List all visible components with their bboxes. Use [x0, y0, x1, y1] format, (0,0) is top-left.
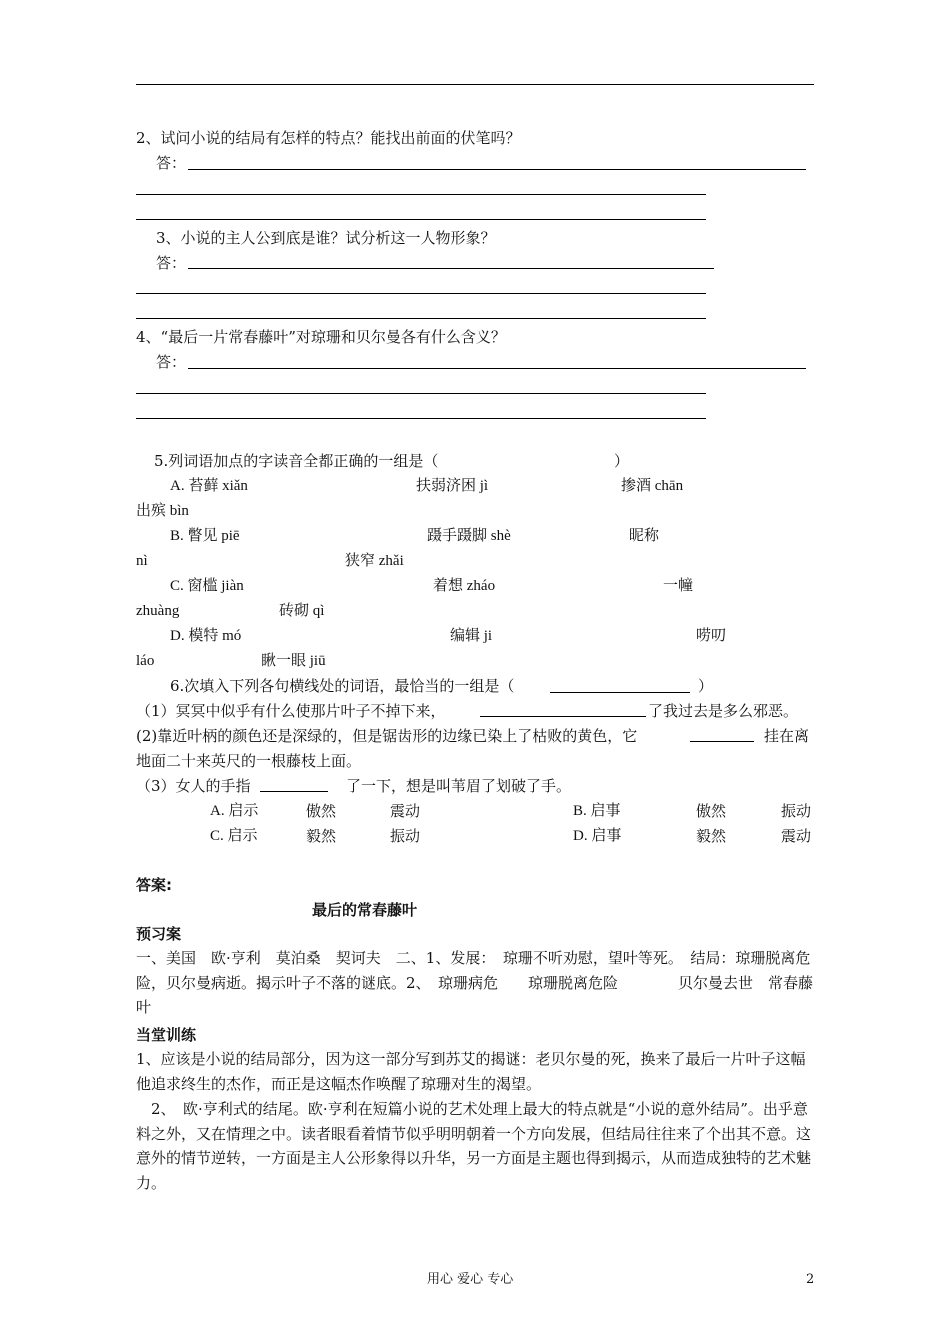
q6-option-a: A. 启示 [210, 803, 259, 819]
question-4: 4、“最后一片常春藤叶”对琼珊和贝尔曼各有什么含义？ [136, 328, 506, 346]
option-c-word: 着想 zháo [433, 578, 496, 594]
preview-heading: 预习案 [136, 925, 182, 943]
sentence-3-pre: （3）女人的手指 [136, 777, 251, 795]
q6-option-word: 傲然 [306, 802, 337, 820]
q6-option-word: 震动 [781, 827, 812, 845]
question-2: 2、试问小说的结局有怎样的特点？能找出前面的伏笔吗？ [136, 129, 521, 147]
training-heading: 当堂训练 [136, 1026, 197, 1044]
answer-label: 答： [156, 353, 187, 371]
option-a-word: 出殡 bìn [136, 503, 189, 519]
blank-line [550, 692, 690, 693]
sentence-3-post: 了一下，想是叫苇眉了划破了手。 [346, 777, 572, 795]
q6-option-word: 振动 [781, 802, 812, 820]
question-6-close: ） [698, 677, 714, 695]
answers-title: 最后的常春藤叶 [312, 901, 418, 919]
option-c-word: 砖砌 qì [279, 603, 325, 619]
answers-heading: 答案: [136, 876, 172, 894]
sentence-2-cont: 地面二十来英尺的一根藤枝上面。 [136, 752, 362, 770]
option-d-word: láo [136, 653, 155, 669]
answer-line [136, 219, 706, 220]
option-b: B. 瞥见 piē [170, 528, 240, 544]
q6-option-c: C. 启示 [210, 828, 258, 844]
blank-line [480, 716, 646, 717]
sentence-1-pre: （1）冥冥中似乎有什么使那片叶子不掉下来， [136, 702, 446, 720]
answer-line [136, 393, 706, 394]
option-d-word: 瞅一眼 jiū [261, 653, 326, 669]
sentence-2-pre: (2)靠近叶柄的颜色还是深绿的，但是锯齿形的边缘已染上了枯败的黄色，它 [136, 727, 638, 745]
option-d: D. 模特 mó [170, 628, 242, 644]
answer-line [136, 293, 706, 294]
training-answer-2: 2、 欧·亨利式的结尾。欧·亨利在短篇小说的艺术处理上最大的特点就是“小说的意外结局”。出乎意料之外，又在情理之中。读者眼看着情节似乎明明朝着一个方向发展，但结局往往来了个出其不意。这意外的情节逆转，一方面是主人公形象得以升华，另一方面是主题也得到揭示，从而造成独特的艺术魅力。 [136, 1100, 812, 1192]
q6-option-d: D. 启事 [573, 828, 622, 844]
preview-text: 一、美国 欧·亨利 莫泊桑 契诃夫 二、1、发展： 琼珊不听劝慰，望叶等死。 结局：琼珊脱离危险，贝尔曼病逝。揭示叶子不落的谜底。2、 琼珊病危 琼珊脱离危险 贝尔曼去世 常春藤叶 [136, 949, 814, 1016]
q6-option-b: B. 启事 [573, 803, 621, 819]
option-d-word: 唠叨 [696, 628, 727, 644]
question-5-close: ） [614, 452, 630, 470]
option-a-word: 掺酒 chān [621, 478, 684, 494]
option-c-word: 一幢 [663, 578, 694, 594]
option-a: A. 苔藓 xiǎn [170, 478, 248, 494]
sentence-2-post: 挂在离 [764, 727, 810, 745]
option-b-word: 蹑手蹑脚 shè [427, 528, 511, 544]
q6-option-word: 傲然 [696, 802, 727, 820]
option-b-word: 昵称 [629, 528, 660, 544]
blank-line [690, 741, 754, 742]
page-number: 2 [806, 1272, 815, 1287]
option-d-word: 编辑 ji [450, 628, 493, 644]
sentence-1-post: 了我过去是多么邪恶。 [648, 702, 799, 720]
q6-option-word: 毅然 [306, 827, 337, 845]
question-5-stem: 5.列词语加点的字读音全都正确的一组是（ [154, 452, 439, 470]
q6-option-word: 震动 [390, 802, 421, 820]
answer-line [188, 268, 714, 269]
answer-line [188, 368, 806, 369]
q6-option-word: 振动 [390, 827, 421, 845]
answer-line [136, 318, 706, 319]
option-b-word: 狭窄 zhǎi [345, 553, 404, 569]
answer-line [188, 169, 806, 170]
option-c: C. 窗槛 jiàn [170, 578, 244, 594]
question-3: 3、小说的主人公到底是谁？试分析这一人物形象？ [156, 229, 496, 247]
answer-line [136, 418, 706, 419]
answer-line [136, 194, 706, 195]
training-answer-1: 1、应该是小说的结局部分，因为这一部分写到苏艾的揭谜：老贝尔曼的死，换来了最后一片叶子这幅他追求终生的杰作，而正是这幅杰作唤醒了琼珊对生的渴望。 [136, 1050, 806, 1093]
option-c-word: zhuàng [136, 603, 180, 619]
header-rule [136, 84, 814, 85]
question-6-stem: 6.次填入下列各句横线处的词语，最恰当的一组是（ [170, 677, 515, 695]
footer-text: 用心 爱心 专心 [427, 1272, 514, 1287]
answer-label: 答： [156, 154, 187, 172]
answer-label: 答： [156, 254, 187, 272]
q6-option-word: 毅然 [696, 827, 727, 845]
blank-line [260, 791, 328, 792]
option-b-word: nì [136, 553, 148, 569]
option-a-word: 扶弱济困 jì [416, 478, 489, 494]
